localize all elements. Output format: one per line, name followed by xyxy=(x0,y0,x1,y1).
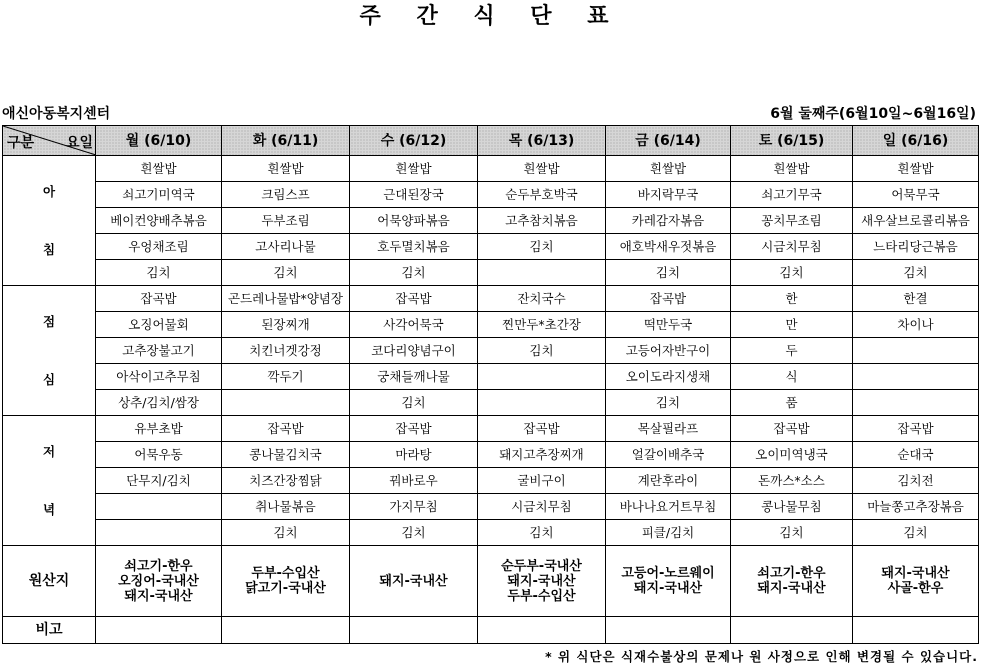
remark-cell xyxy=(731,617,853,644)
menu-item: 잡곡밥 xyxy=(853,416,979,442)
remark-row xyxy=(3,617,979,644)
menu-item xyxy=(478,390,606,416)
menu-item: 베이컨양배추볶음 xyxy=(96,208,222,234)
menu-item: 잡곡밥 xyxy=(350,416,478,442)
menu-item: 오이도라지생채 xyxy=(606,364,731,390)
origin-line: 돼지-국내산 xyxy=(757,581,826,596)
menu-item: 잡곡밥 xyxy=(478,416,606,442)
day-header-wed: 수 (6/12) xyxy=(350,126,478,156)
menu-item: 잔치국수 xyxy=(478,286,606,312)
day-header-tue: 화 (6/11) xyxy=(222,126,350,156)
menu-item: 김치 xyxy=(606,390,731,416)
lunch-row xyxy=(3,286,979,312)
remark-cell xyxy=(853,617,979,644)
origin-line: 닭고기-국내산 xyxy=(245,581,326,596)
origin-line: 쇠고기-한우 xyxy=(124,558,193,574)
menu-item: 김치 xyxy=(222,520,350,546)
menu-item: 계란후라이 xyxy=(606,468,731,494)
menu-item: 쇠고기미역국 xyxy=(96,182,222,208)
menu-item: 사각어묵국 xyxy=(350,312,478,338)
menu-item: 흰쌀밥 xyxy=(606,156,731,182)
dinner-row xyxy=(3,494,979,520)
menu-item xyxy=(853,338,979,364)
menu-item: 어묵우동 xyxy=(96,442,222,468)
origin-line: 돼지-국내산 xyxy=(507,573,576,589)
menu-item: 고사리나물 xyxy=(222,234,350,260)
lunch-row xyxy=(3,338,979,364)
menu-item: 차이나 xyxy=(853,312,979,338)
menu-item xyxy=(853,364,979,390)
meal-label-bottom: 녁 xyxy=(42,501,56,517)
menu-item: 김치 xyxy=(731,520,853,546)
menu-item: 오징어물회 xyxy=(96,312,222,338)
menu-item: 순두부호박국 xyxy=(478,182,606,208)
origin-cell xyxy=(222,546,350,617)
origin-cell xyxy=(96,546,222,617)
menu-item: 잡곡밥 xyxy=(606,286,731,312)
menu-item: 한 xyxy=(731,286,853,312)
menu-item: 김치 xyxy=(350,390,478,416)
menu-item xyxy=(478,364,606,390)
meal-label-bottom: 침 xyxy=(42,241,56,257)
origin-cell xyxy=(853,546,979,617)
menu-item: 크림스프 xyxy=(222,182,350,208)
dinner-row xyxy=(3,468,979,494)
menu-item: 김치 xyxy=(350,260,478,286)
origin-line: 순두부-국내산 xyxy=(501,558,582,574)
origin-line: 돼지-국내산 xyxy=(124,588,193,604)
menu-item: 피클/김치 xyxy=(606,520,731,546)
menu-item: 잡곡밥 xyxy=(96,286,222,312)
origin-row xyxy=(3,546,979,617)
menu-item: 목살필라프 xyxy=(606,416,731,442)
day-header-mon: 월 (6/10) xyxy=(96,126,222,156)
menu-item: 가지무침 xyxy=(350,494,478,520)
menu-item: 치즈간장찜닭 xyxy=(222,468,350,494)
menu-item: 흰쌀밥 xyxy=(222,156,350,182)
menu-item: 흰쌀밥 xyxy=(350,156,478,182)
origin-line: 돼지-국내산 xyxy=(881,566,950,581)
menu-item xyxy=(96,520,222,546)
menu-item: 김치 xyxy=(222,260,350,286)
menu-item: 만 xyxy=(731,312,853,338)
menu-item: 콩나물김치국 xyxy=(222,442,350,468)
menu-item: 김치전 xyxy=(853,468,979,494)
menu-item: 우엉채조림 xyxy=(96,234,222,260)
day-header-sat: 토 (6/15) xyxy=(731,126,853,156)
menu-item: 오이미역냉국 xyxy=(731,442,853,468)
menu-item: 김치 xyxy=(350,520,478,546)
menu-item xyxy=(222,390,350,416)
menu-item: 찐만두*초간장 xyxy=(478,312,606,338)
menu-item: 곤드레나물밥*양념장 xyxy=(222,286,350,312)
menu-item: 애호박새우젓볶음 xyxy=(606,234,731,260)
origin-cell xyxy=(350,546,478,617)
menu-item: 잡곡밥 xyxy=(350,286,478,312)
lunch-row xyxy=(3,312,979,338)
menu-item: 상추/김치/쌈장 xyxy=(96,390,222,416)
menu-item: 아삭이고추무침 xyxy=(96,364,222,390)
menu-item: 김치 xyxy=(853,520,979,546)
menu-item: 꿔바로우 xyxy=(350,468,478,494)
origin-cell xyxy=(731,546,853,617)
dinner-row xyxy=(3,442,979,468)
menu-item: 순대국 xyxy=(853,442,979,468)
menu-item: 코다리양념구이 xyxy=(350,338,478,364)
menu-item: 단무지/김치 xyxy=(96,468,222,494)
menu-item: 어묵양파볶음 xyxy=(350,208,478,234)
breakfast-row xyxy=(3,156,979,182)
menu-item: 취나물볶음 xyxy=(222,494,350,520)
menu-item: 꽁치무조림 xyxy=(731,208,853,234)
menu-item: 한결 xyxy=(853,286,979,312)
remark-cell xyxy=(350,617,478,644)
weekly-menu-table xyxy=(2,125,979,644)
remark-cell xyxy=(478,617,606,644)
menu-item: 고추장불고기 xyxy=(96,338,222,364)
day-header-fri: 금 (6/14) xyxy=(606,126,731,156)
origin-line: 고등어-노르웨이 xyxy=(621,566,715,581)
origin-line: 돼지-국내산 xyxy=(379,573,448,589)
menu-item: 김치 xyxy=(478,234,606,260)
origin-line: 두부-수입산 xyxy=(507,588,576,604)
breakfast-label xyxy=(3,156,96,286)
origin-line: 쇠고기-한우 xyxy=(757,566,826,581)
breakfast-row xyxy=(3,260,979,286)
menu-item: 새우살브로콜리볶음 xyxy=(853,208,979,234)
breakfast-row xyxy=(3,208,979,234)
menu-item: 얼갈이배추국 xyxy=(606,442,731,468)
menu-item: 김치 xyxy=(606,260,731,286)
origin-line: 사골-한우 xyxy=(887,581,944,596)
center-name: 애신아동복지센터 xyxy=(2,106,111,122)
menu-item: 김치 xyxy=(478,520,606,546)
menu-item: 시금치무침 xyxy=(731,234,853,260)
origin-cell xyxy=(606,546,731,617)
dinner-row xyxy=(3,520,979,546)
breakfast-row xyxy=(3,182,979,208)
gubun-label: 구분 xyxy=(7,135,35,151)
menu-item xyxy=(478,260,606,286)
dinner-label xyxy=(3,416,96,546)
menu-item: 흰쌀밥 xyxy=(853,156,979,182)
menu-item: 어묵무국 xyxy=(853,182,979,208)
origin-line: 돼지-국내산 xyxy=(633,581,703,596)
menu-item: 돼지고추장찌개 xyxy=(478,442,606,468)
menu-item: 돈까스*소스 xyxy=(731,468,853,494)
menu-item: 고등어자반구이 xyxy=(606,338,731,364)
remark-label: 비고 xyxy=(3,617,96,644)
lunch-label xyxy=(3,286,96,416)
remark-cell xyxy=(96,617,222,644)
menu-item: 고추참치볶음 xyxy=(478,208,606,234)
origin-label: 원산지 xyxy=(3,546,96,617)
menu-item: 바지락무국 xyxy=(606,182,731,208)
menu-item: 깍두기 xyxy=(222,364,350,390)
menu-item: 호두멸치볶음 xyxy=(350,234,478,260)
day-header-thu: 목 (6/13) xyxy=(478,126,606,156)
meal-label-top: 저 xyxy=(42,443,56,459)
page-title: 주 간 식 단 표 xyxy=(359,4,623,29)
meal-label-bottom: 심 xyxy=(42,371,56,387)
day-header-sun: 일 (6/16) xyxy=(853,126,979,156)
breakfast-row xyxy=(3,234,979,260)
meal-label-top: 아 xyxy=(42,183,56,199)
header-row xyxy=(3,126,979,156)
menu-item: 근대된장국 xyxy=(350,182,478,208)
origin-line: 두부-수입산 xyxy=(251,566,320,581)
menu-item: 치킨너겟강정 xyxy=(222,338,350,364)
menu-item: 떡만두국 xyxy=(606,312,731,338)
yoil-label: 요일 xyxy=(65,135,93,151)
menu-item: 마늘쫑고추장볶음 xyxy=(853,494,979,520)
menu-item xyxy=(853,390,979,416)
menu-item: 흰쌀밥 xyxy=(478,156,606,182)
menu-item: 김치 xyxy=(853,260,979,286)
menu-item: 유부초밥 xyxy=(96,416,222,442)
menu-item: 흰쌀밥 xyxy=(96,156,222,182)
menu-item: 흰쌀밥 xyxy=(731,156,853,182)
menu-item: 궁채들깨나물 xyxy=(350,364,478,390)
menu-item: 느타리당근볶음 xyxy=(853,234,979,260)
menu-item: 두 xyxy=(731,338,853,364)
menu-item: 김치 xyxy=(478,338,606,364)
footnote: * 위 식단은 식재수불상의 문제나 원 사정으로 인해 변경될 수 있습니다. xyxy=(545,649,978,664)
menu-item: 굴비구이 xyxy=(478,468,606,494)
dinner-row xyxy=(3,416,979,442)
header-corner xyxy=(3,126,96,156)
origin-line: 오징어-국내산 xyxy=(118,573,199,589)
menu-item: 카레감자볶음 xyxy=(606,208,731,234)
menu-item: 잡곡밥 xyxy=(222,416,350,442)
menu-item: 두부조림 xyxy=(222,208,350,234)
menu-item xyxy=(96,494,222,520)
origin-cell xyxy=(478,546,606,617)
remark-cell xyxy=(606,617,731,644)
menu-item: 김치 xyxy=(731,260,853,286)
menu-item: 된장찌개 xyxy=(222,312,350,338)
lunch-row xyxy=(3,390,979,416)
lunch-row xyxy=(3,364,979,390)
menu-item: 식 xyxy=(731,364,853,390)
menu-item: 바나나요거트무침 xyxy=(606,494,731,520)
week-info: 6월 둘째주(6월10일~6월16일) xyxy=(770,106,976,122)
menu-item: 김치 xyxy=(96,260,222,286)
menu-item: 잡곡밥 xyxy=(731,416,853,442)
menu-item: 콩나물무침 xyxy=(731,494,853,520)
meal-label-top: 점 xyxy=(42,313,56,329)
menu-item: 마라탕 xyxy=(350,442,478,468)
menu-item: 시금치무침 xyxy=(478,494,606,520)
menu-item: 품 xyxy=(731,390,853,416)
remark-cell xyxy=(222,617,350,644)
menu-item: 쇠고기무국 xyxy=(731,182,853,208)
